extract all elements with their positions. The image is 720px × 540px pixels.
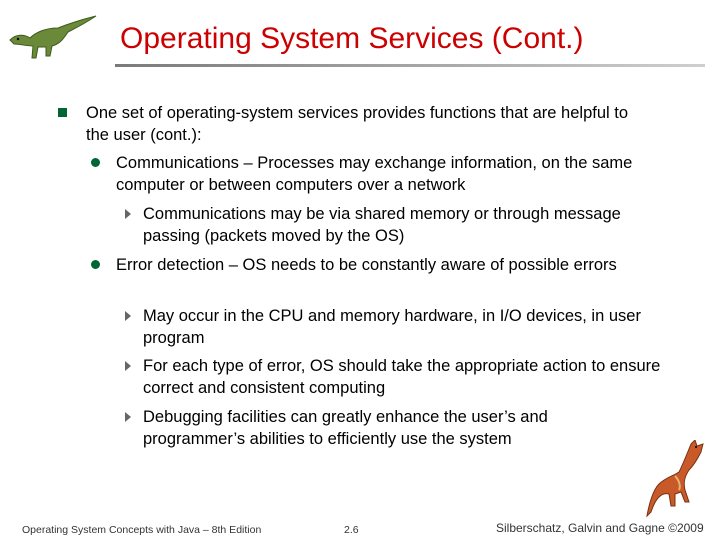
triangle-bullet-icon	[125, 412, 131, 422]
bullet-error-detection: Error detection – OS needs to be constantly aware of possible errors	[116, 256, 617, 274]
triangle-bullet-icon	[125, 209, 131, 219]
bullet-error-occurrence: May occur in the CPU and memory hardware, in I/O devices, in user program	[143, 307, 641, 347]
footer-book-title: Operating System Concepts with Java – 8th Edition	[22, 524, 262, 536]
bullet-communications-detail: Communications may be via shared memory or through message passing (packets moved by the OS)	[143, 205, 621, 245]
bullet-error-action: For each type of error, OS should take the appropriate action to ensure correct and consistent computing	[143, 357, 661, 397]
square-bullet-icon	[58, 108, 67, 117]
bullet-services: One set of operating-system services provides functions that are helpful to the user (cont.):	[86, 104, 629, 144]
dinosaur-mascot-icon	[645, 440, 710, 520]
round-bullet-icon	[91, 260, 100, 269]
triangle-bullet-icon	[125, 311, 131, 321]
title-divider	[115, 64, 705, 67]
dinosaur-logo-icon	[6, 14, 101, 62]
round-bullet-icon	[91, 158, 100, 167]
slide-title: Operating System Services (Cont.)	[120, 22, 584, 55]
triangle-bullet-icon	[125, 361, 131, 371]
footer-page-number: 2.6	[344, 524, 359, 536]
bullet-communications: Communications – Processes may exchange information, on the same computer or between computers over a network	[116, 154, 633, 194]
bullet-debugging: Debugging facilities can greatly enhance the user’s and programmer’s abilities to efficiently use the system	[143, 408, 548, 448]
footer-authors: Silberschatz, Galvin and Gagne ©2009	[496, 521, 704, 535]
